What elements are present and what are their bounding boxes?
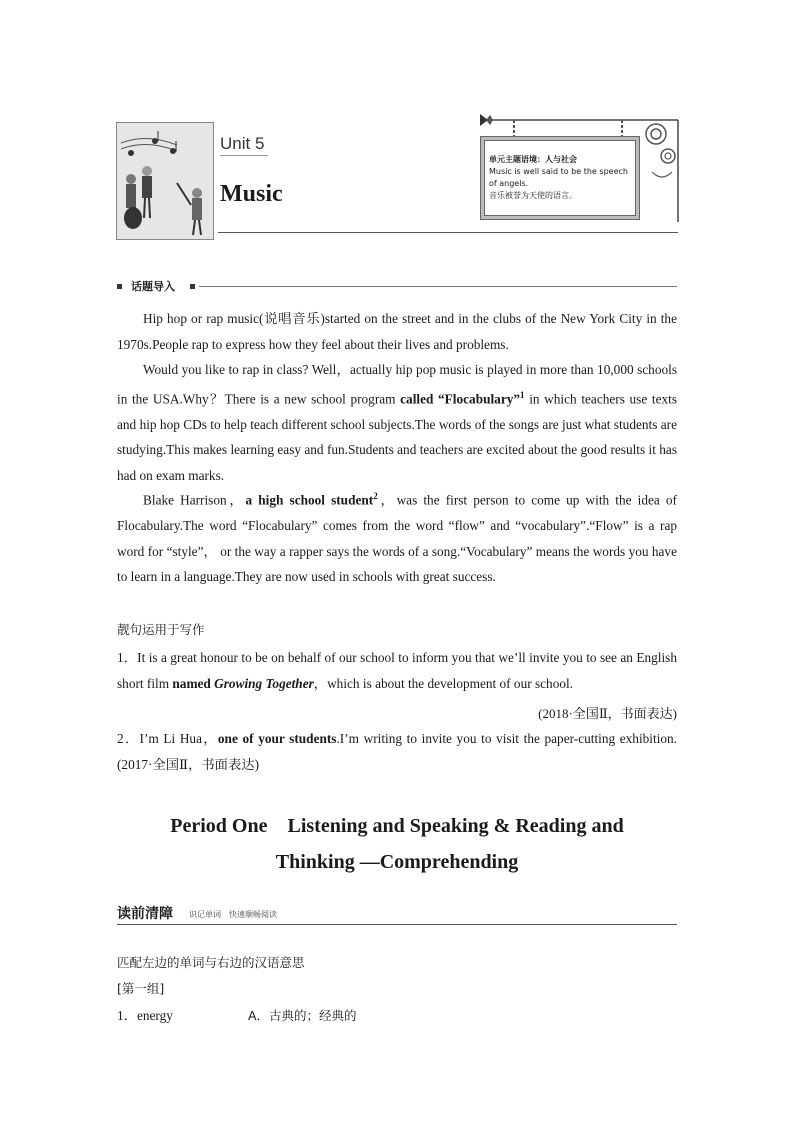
bold-phrase: one of your students (217, 731, 337, 746)
paragraph-text: ，was the first person to come up with the idea of Flocabulary.The word “Flocabulary” comes from the word “flow” and “vocabulary”.“Flow” is a rap word for “style”， or the way a rapper says the words of a song.“Vocabulary” means the words you have to learn in a language.They are now used in schools with great success. (117, 492, 677, 585)
sentence-1-source: (2018·全国Ⅱ，书面表达) (538, 706, 677, 721)
intro-paragraph-1: Hip hop or rap music(说唱音乐)started on the street and in the clubs of the New York City in the 1970s.People rap to express how they feel about their lives and problems. (117, 311, 677, 352)
unit-illustration (116, 122, 214, 240)
vocab-word: 1．energy (117, 1008, 173, 1023)
writing-sentence-1 (117, 645, 677, 696)
reading-section-subtitle: 识记单词 快速顺畅阅读 (189, 910, 277, 919)
period-title-line-2: Thinking —Comprehending (275, 851, 519, 873)
writing-sentence-2 (117, 726, 677, 777)
sign-text (489, 154, 635, 202)
reading-section-title: 读前清障 (117, 906, 173, 922)
matching-instruction: 匹配左边的单词与右边的汉语意思 (117, 955, 305, 970)
bold-phrase: a high school student (245, 492, 374, 508)
square-bullet-icon (190, 284, 195, 289)
unit-title: Music (220, 181, 283, 207)
music-quote-english: Music is well said to be the speech of angels. (489, 167, 628, 188)
square-bullet-icon (117, 284, 122, 289)
footnote-marker: 2 (373, 491, 378, 501)
paragraph-text: Would you like to rap in class? Well，actually hip pop music is played in more than 10,000 schools in the USA.Why？There is a new school program (117, 362, 677, 407)
bold-phrase: called “Flocabulary” (400, 391, 521, 407)
intro-paragraph-3 (117, 484, 677, 590)
vocab-item-1 (117, 1003, 677, 1029)
bold-phrase: named (172, 675, 215, 691)
vocab-meaning: A．古典的；经典的 (248, 1008, 357, 1023)
unit-label: Unit 5 (220, 134, 265, 153)
topic-intro-heading (117, 280, 677, 292)
paragraph-text: Blake Harrison， (143, 492, 246, 508)
unit-theme-context: 单元主题语境：人与社会 (489, 155, 577, 164)
sentence-text: 1．It is a great honour to be on behalf of our school to inform you that we’ll invite you to see an English short film (117, 650, 677, 691)
intro-paragraph-2 (117, 357, 677, 488)
sentence-text: 2．I’m Li Hua， (117, 731, 218, 746)
writing-usage-heading: 靓句运用于写作 (117, 622, 205, 637)
music-quote-chinese: 音乐被誉为天使的语言。 (489, 191, 577, 200)
topic-intro-title: 话题导入 (131, 278, 179, 294)
group-label: [第一组] (117, 981, 165, 996)
topic-intro-line (199, 286, 677, 287)
reading-section-line (117, 924, 677, 925)
footnote-marker: 1 (520, 389, 525, 400)
film-title: Growing Together (214, 675, 314, 691)
sentence-text: .I’m writing to invite you to visit the paper-cutting exhibition.(2017·全国Ⅱ，书面表达) (117, 731, 678, 772)
reading-section-header (117, 903, 677, 927)
unit-label-underline (220, 155, 268, 156)
period-title-line-1: Period One Listening and Speaking & Reading and (170, 815, 624, 837)
sentence-text: ，which is about the development of our school. (313, 675, 574, 691)
paragraph-text: in which teachers use texts and hip hop CDs to help teach different school subjects.The words of the songs are just what students are studying.This makes learning easy and fun.Students and teachers are excited about the good results it has had on exam marks. (117, 391, 678, 483)
